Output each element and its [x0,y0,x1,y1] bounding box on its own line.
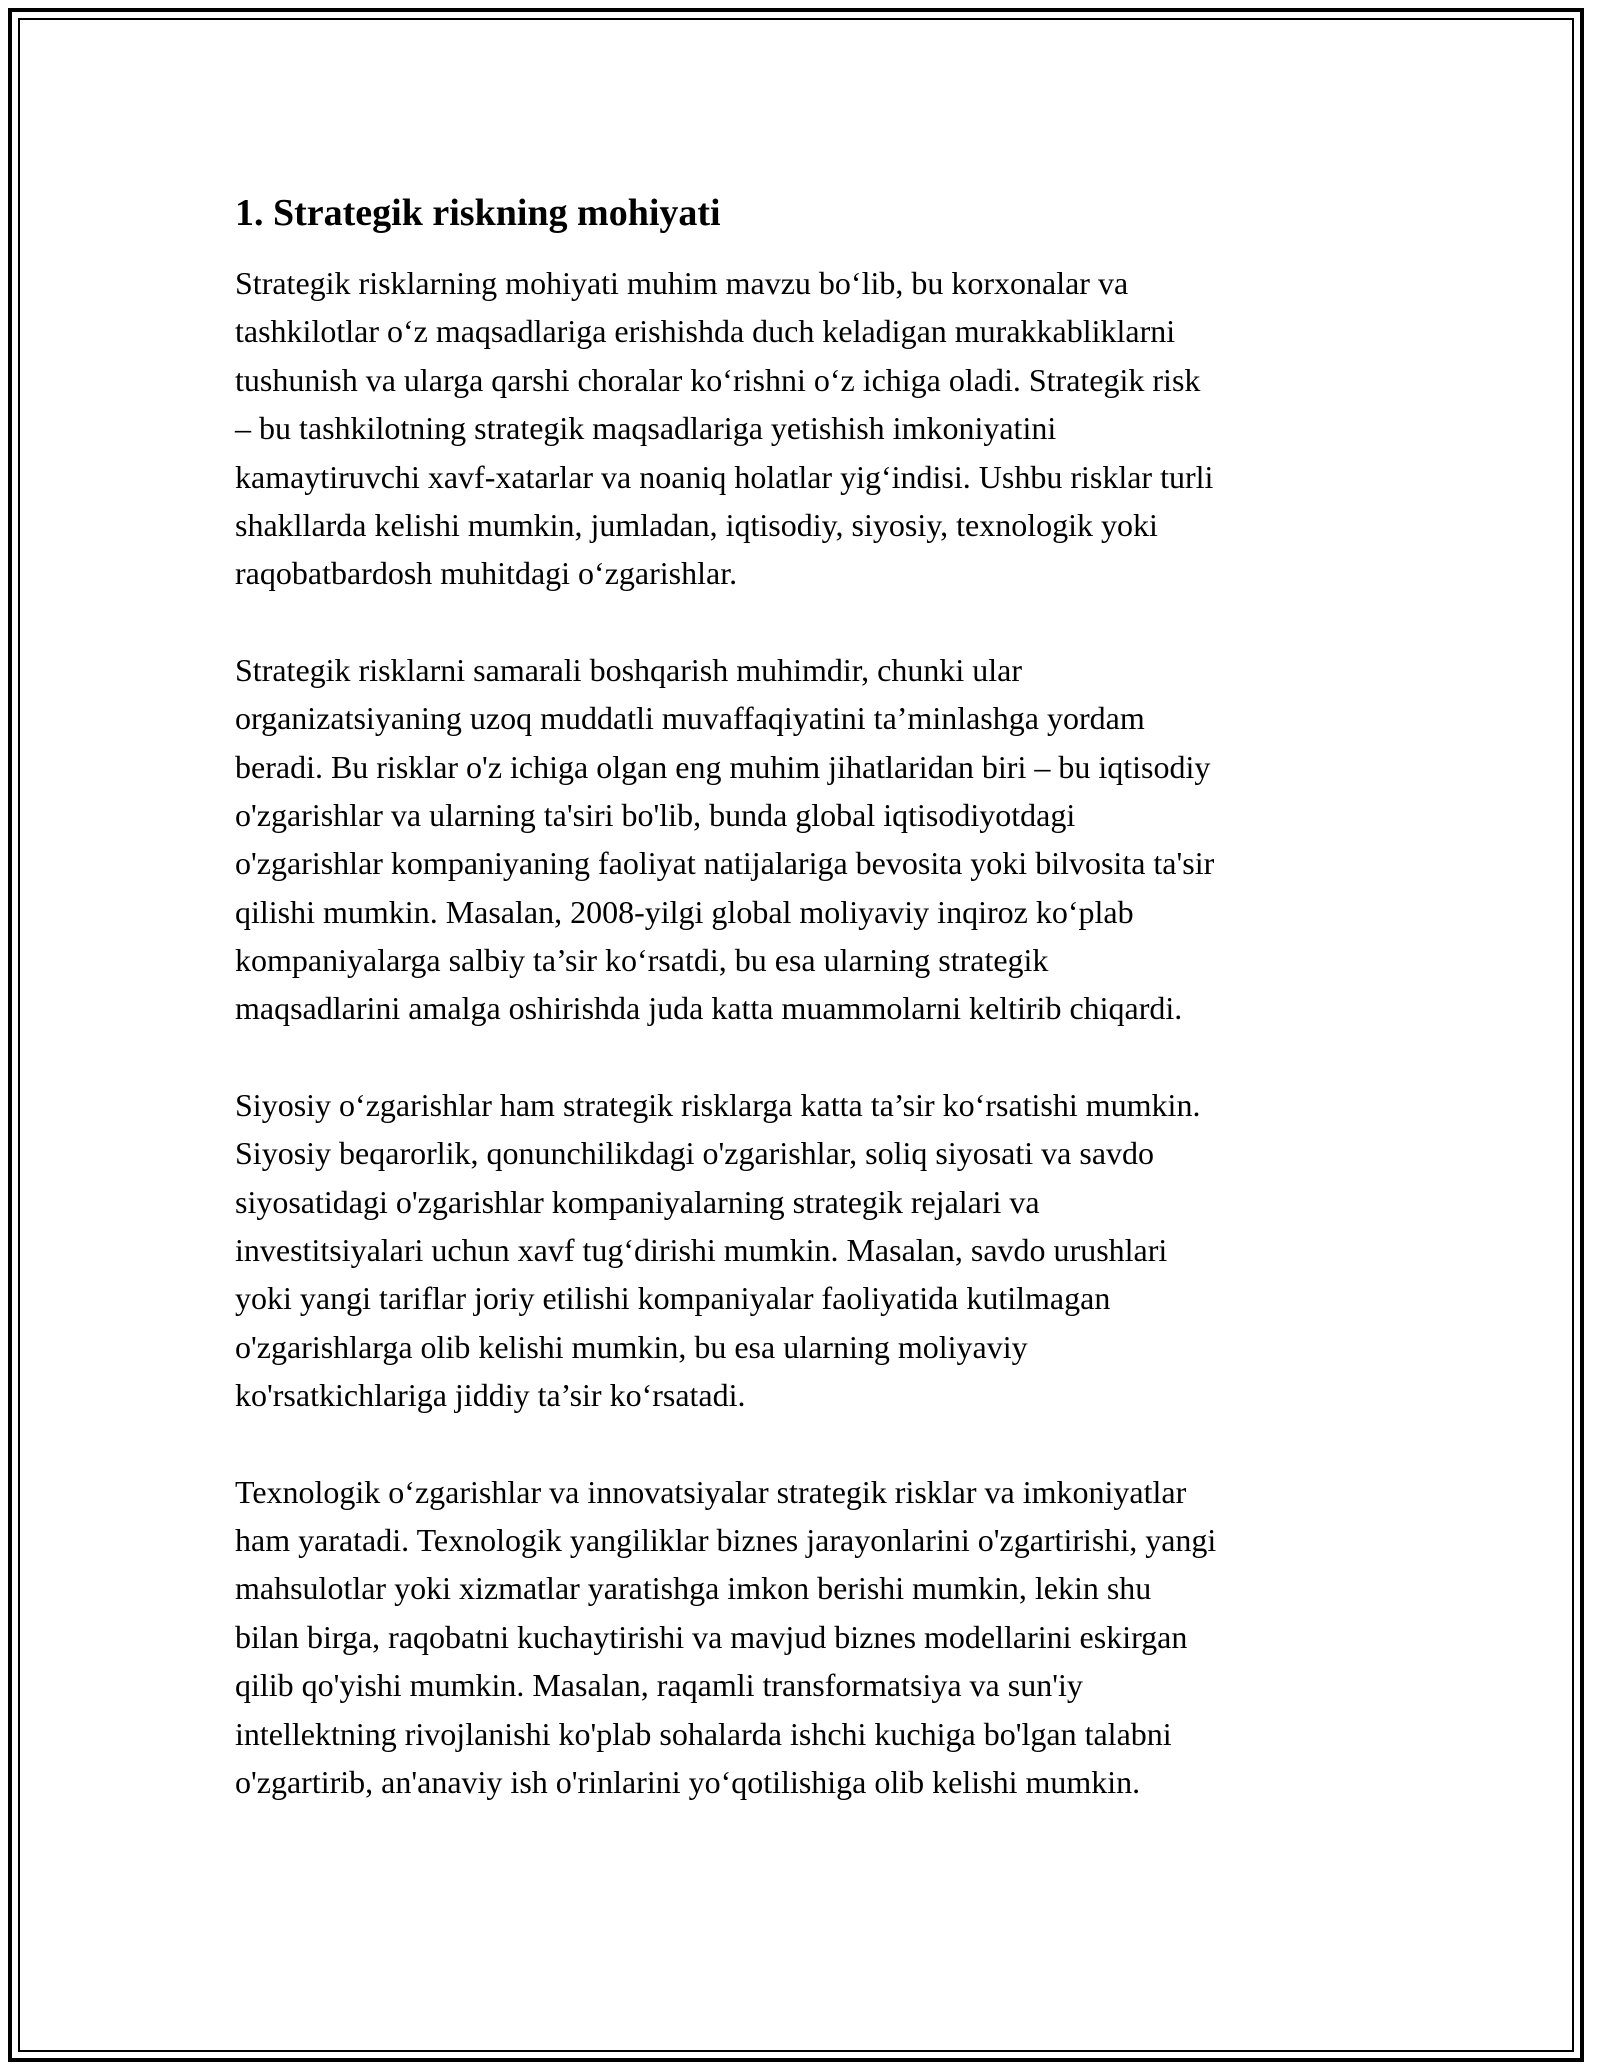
text-line: mahsulotlar yoki xizmatlar yaratishga imkon berishi mumkin, lekin shu [235,1570,1152,1607]
text-line: Siyosiy beqarorlik, qonunchilikdagi o'zgarishlar, soliq siyosati va savdo [235,1135,1155,1172]
text-line: Strategik risklarning mohiyati muhim mavzu bo‘lib, bu korxonalar va [235,265,1129,301]
text-line: yoki yangi tariflar joriy etilishi kompaniyalar faoliyatida kutilmagan [235,1280,1111,1317]
text-line: o'zgarishlar kompaniyaning faoliyat natijalariga bevosita yoki bilvosita ta'sir [235,845,1215,882]
text-line: qilib qo'yishi mumkin. Masalan, raqamli transformatsiya va sun'iy [235,1667,1083,1704]
text-line: tushunish va ularga qarshi choralar ko‘rishni o‘z ichiga oladi. Strategik risk [235,361,1201,398]
text-line: o'zgartirib, an'anaviy ish o'rinlarini yo‘qotilishiga olib kelishi mumkin. [235,1763,1141,1800]
text-line: raqobatbardosh muhitdagi o‘zgarishlar. [235,555,738,592]
text-line: beradi. Bu risklar o'z ichiga olgan eng muhim jihatlaridan biri – bu iqtisodiy [235,748,1211,785]
text-line: o'zgarishlar va ularning ta'siri bo'lib, bunda global iqtisodiyotdagi [235,796,1076,833]
paragraph-political-changes [235,1081,1370,1420]
text-line: kamaytiruvchi xavf-xatarlar va noaniq holatlar yig‘indisi. Ushbu risklar turli [235,458,1214,495]
paragraph-economic-changes [235,646,1370,1033]
text-line: intellektning rivojlanishi ko'plab sohalarda ishchi kuchiga bo'lgan talabni [235,1715,1172,1752]
text-line: shakllarda kelishi mumkin, jumladan, iqtisodiy, siyosiy, texnologik yoki [235,506,1158,543]
document-body [235,185,1370,1806]
text-line: siyosatidagi o'zgarishlar kompaniyalarning strategik rejalari va [235,1183,1040,1220]
text-line: ko'rsatkichlariga jiddiy ta’sir ko‘rsatadi. [235,1377,746,1414]
text-line: Siyosiy o‘zgarishlar ham strategik risklarga katta ta’sir ko‘rsatishi mumkin. [235,1086,1201,1123]
text-line: bilan birga, raqobatni kuchaytirishi va mavjud biznes modellarini eskirgan [235,1618,1188,1655]
text-line: Texnologik o‘zgarishlar va innovatsiyalar strategik risklar va imkoniyatlar [235,1473,1187,1510]
paragraph-economic-intro [235,259,1370,598]
section-heading: 1. Strategik riskning mohiyati [235,192,721,234]
text-line: maqsadlarini amalga oshirishda juda katta muammolarni keltirib chiqardi. [235,990,1183,1027]
text-line: organizatsiyaning uzoq muddatli muvaffaqiyatini ta’minlashga yordam [235,700,1145,737]
text-line: qilishi mumkin. Masalan, 2008-yilgi global moliyaviy inqiroz ko‘plab [235,893,1134,930]
text-line: – bu tashkilotning strategik maqsadlariga yetishish imkoniyatini [235,410,1057,447]
paragraph-technological-changes [235,1468,1370,1807]
text-line: investitsiyalari uchun xavf tug‘dirishi mumkin. Masalan, savdo urushlari [235,1232,1168,1269]
text-line: kompaniyalarga salbiy ta’sir ko‘rsatdi, bu esa ularning strategik [235,942,1049,979]
text-line: Strategik risklarni samarali boshqarish muhimdir, chunki ular [235,651,1022,688]
text-line: ham yaratadi. Texnologik yangiliklar biznes jarayonlarini o'zgartirishi, yangi [235,1521,1217,1558]
text-line: tashkilotlar o‘z maqsadlariga erishishda duch keladigan murakkabliklarni [235,313,1176,350]
text-line: o'zgarishlarga olib kelishi mumkin, bu esa ularning moliyaviy [235,1328,1028,1365]
